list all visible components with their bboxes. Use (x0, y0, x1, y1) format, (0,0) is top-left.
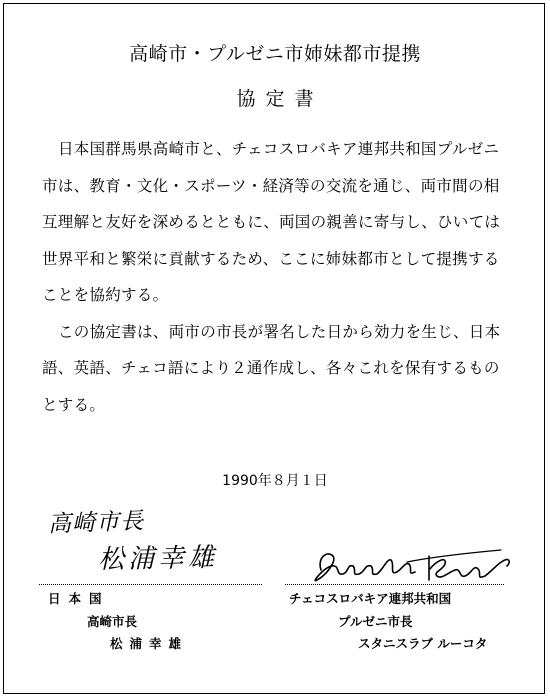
handwritten-name-left: 松浦幸雄 (97, 542, 219, 576)
agreement-date: 1990年８月１日 (222, 473, 328, 489)
document-subtitle: 協定書 (236, 88, 324, 110)
paragraph-2: この協定書は、両市の市長が署名した日から効力を生じ、日本語、英語、チェコ語により２通作成し、各々これを保有するものとする。 (42, 322, 501, 414)
signature-line-left (39, 584, 262, 585)
right-party-name: スタニスラブ ルーコタ (358, 636, 488, 651)
paragraph-1: 日本国群馬県高崎市と、チェコスロバキア連邦共和国プルゼニ市は、教育・文化・スポーツ・経済等の交流を通じ、両市間の相互理解と友好を深めるとともに、両国の親善に寄与し、ひいては世界平和と繁栄に貢献するため、ここに姉妹都市として提携することを協約する。 (42, 140, 501, 304)
left-party-country: 日本国 (48, 591, 110, 606)
handwritten-signature-right (287, 536, 517, 596)
handwritten-office-left: 高崎市長 (47, 508, 145, 538)
signature-line-right (285, 584, 504, 585)
left-party-name: 松浦幸雄 (110, 636, 189, 651)
right-party-office: プルゼニ市長 (338, 614, 413, 629)
right-party-country: チェコスロバキア連邦共和国 (289, 591, 452, 606)
agreement-body (42, 131, 512, 423)
document-title: 高崎市・プルゼニ市姉妹都市提携 (129, 43, 421, 65)
left-party-office: 高崎市長 (87, 614, 138, 629)
